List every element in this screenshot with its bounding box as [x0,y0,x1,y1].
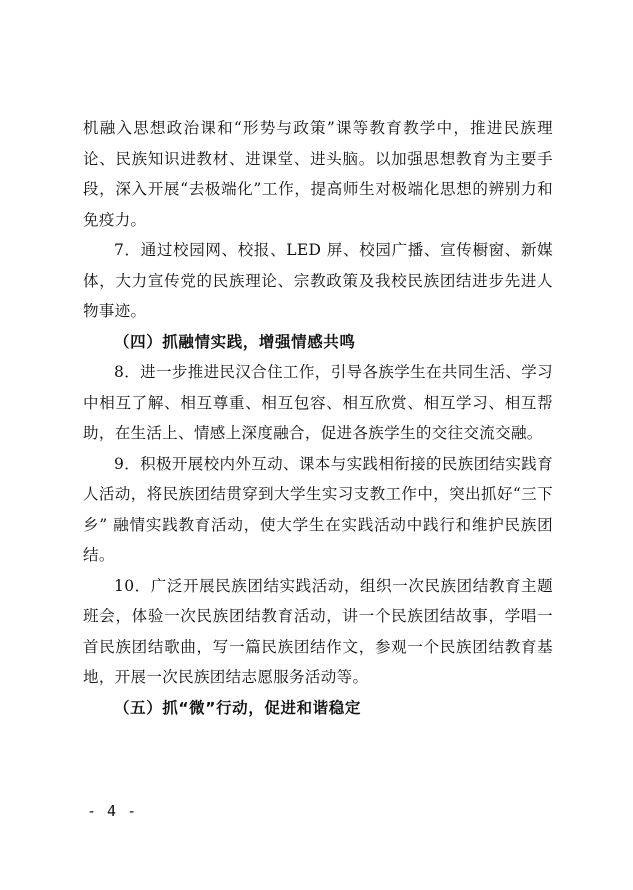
paragraph-item-9: 9．积极开展校内外互动、课本与实践相衔接的民族团结实践育人活动，将民族团结贯穿到大学生实习支教工作中，突出抓好“三下乡” 融情实践教育活动，使大学生在实践活动中践行和维护民族团结。 [83,454,553,564]
section-heading-5: （五）抓“微”行动，促进和谐稳定 [114,698,361,717]
paragraph-item-10: 10．广泛开展民族团结实践活动，组织一次民族团结教育主题班会，体验一次民族团结教育活动，讲一个民族团结故事，学唱一首民族团结歌曲，写一篇民族团结作文，参观一个民族团结教育基地，开展一次民族团结志愿服务活动等。 [83,576,553,686]
paragraph-continuation: 机融入思想政治课和“形势与政策”课等教育教学中，推进民族理论、民族知识进教材、进课堂、进头脑。以加强思想教育为主要手段，深入开展“去极端化”工作，提高师生对极端化思想的辨别力和免疫力。 [83,119,553,229]
document-body [83,113,553,723]
paragraph-item-8: 8．进一步推进民汉合住工作，引导各族学生在共同生活、学习中相互了解、相互尊重、相互包容、相互欣赏、相互学习、相互帮助，在生活上、情感上深度融合，促进各族学生的交往交流交融。 [83,363,553,442]
page-number: - 4 - [87,802,138,820]
paragraph-item-7: 7．通过校园网、校报、LED 屏、校园广播、宣传橱窗、新媒体，大力宣传党的民族理论、宗教政策及我校民族团结进步先进人物事迹。 [83,241,553,320]
section-heading-4: （四）抓融情实践，增强情感共鸣 [114,332,356,351]
